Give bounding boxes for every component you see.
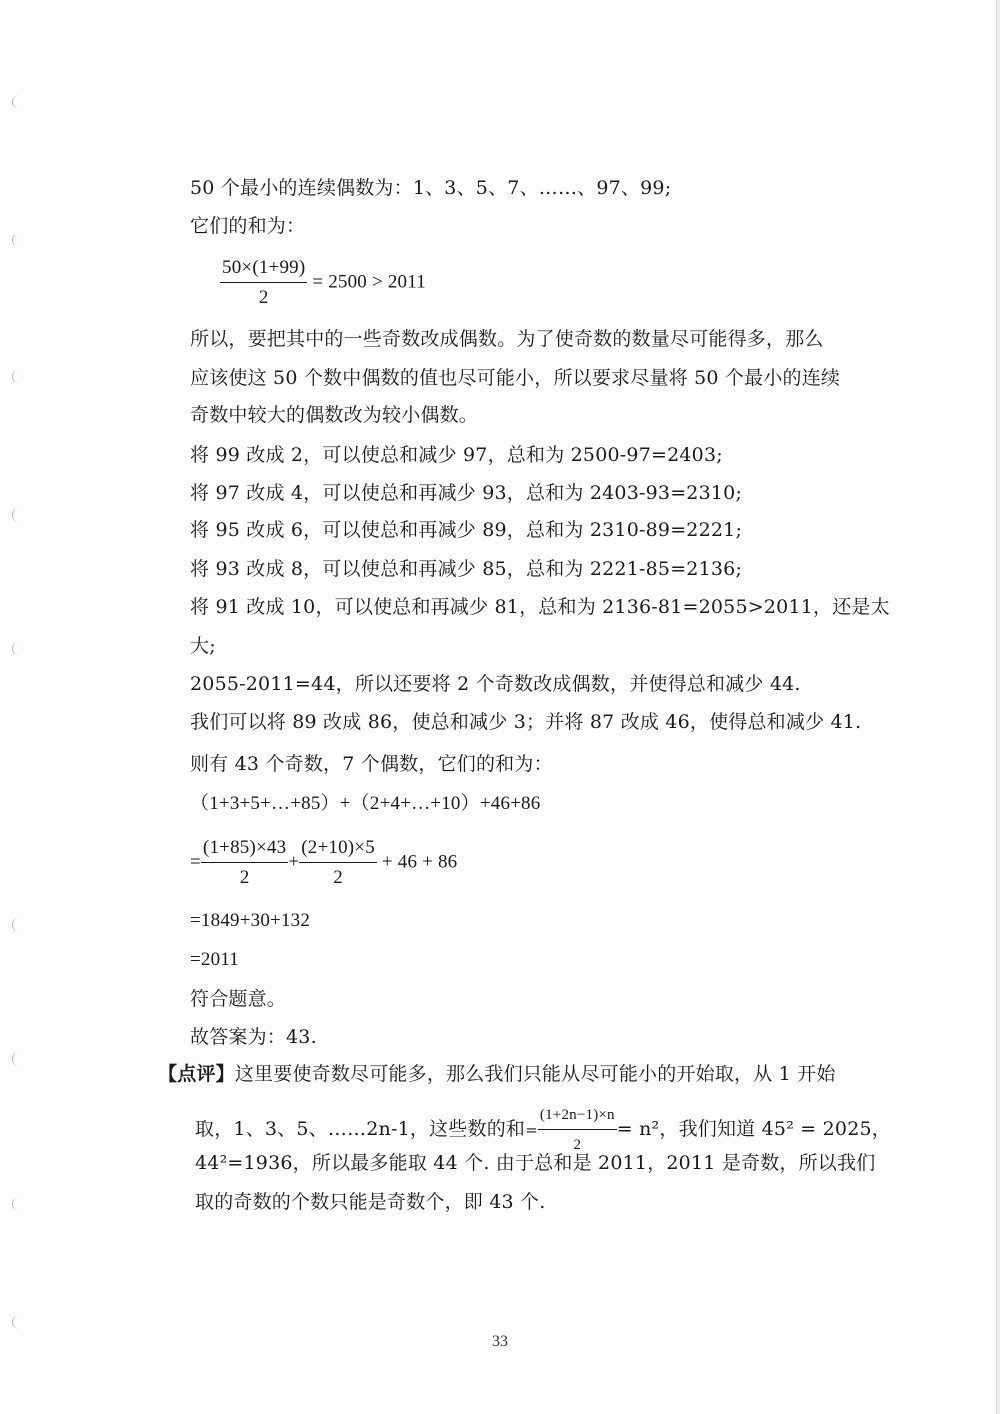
text-line: 奇数中较大的偶数改为较小偶数。 (190, 404, 479, 426)
text-line: 符合题意。 (190, 988, 287, 1010)
fraction-denominator: 2 (258, 287, 269, 308)
equals-sign: = (190, 851, 201, 873)
text-line: 故答案为：43. (190, 1026, 317, 1048)
binding-hole (12, 642, 20, 656)
text-line: =1849+30+132 (190, 910, 311, 931)
binding-holes (0, 0, 30, 1414)
text-line: =2011 (190, 949, 240, 970)
equals-sign: = (525, 1121, 538, 1139)
fraction-numerator: (2+10)×5 (299, 836, 377, 863)
text-line: 将 95 改成 6，可以使总和再减少 89，总和为 2310-89=2221; (190, 519, 743, 541)
fraction (201, 836, 288, 890)
fraction (299, 836, 377, 890)
comment-tag: 【点评】 (158, 1063, 235, 1085)
text-line: 应该使这 50 个数中偶数的值也尽可能小，所以要求尽量将 50 个最小的连续 (190, 367, 841, 389)
plus-sign: + (288, 851, 300, 873)
text-line: 它们的和为： (190, 215, 306, 237)
equation-sum (220, 256, 426, 310)
binding-hole (12, 1315, 20, 1329)
fraction-denominator: 2 (573, 1137, 582, 1153)
text-line: 将 91 改成 10，可以使总和再减少 81，总和为 2136-81=2055>2011，还是太 (190, 596, 890, 618)
text-line: 所以，要把其中的一些奇数改成偶数。为了使奇数的数量尽可能得多，那么 (190, 328, 824, 350)
binding-hole (12, 1052, 20, 1066)
comment-line: 44²=1936，所以最多能取 44 个. 由于总和是 2011，2011 是奇数，所以我们 (195, 1152, 876, 1174)
text-line: 将 97 改成 4，可以使总和再减少 93，总和为 2403-93=2310; (190, 482, 743, 504)
binding-hole (12, 233, 20, 247)
text-line: （1+3+5+…+85）+（2+4+…+10）+46+86 (190, 793, 541, 814)
binding-hole (12, 508, 20, 522)
comment-line (158, 1062, 836, 1086)
text-line: 将 93 改成 8，可以使总和再减少 85，总和为 2221-85=2136; (190, 558, 743, 580)
comment-text: = n²，我们知道 45² = 2025， (616, 1118, 891, 1140)
fraction-denominator: 2 (239, 867, 250, 888)
equation-tail: + 46 + 86 (381, 851, 458, 873)
fraction-denominator: 2 (333, 867, 343, 888)
binding-hole (12, 918, 20, 932)
comment-text: 取，1、3、5、……2n-1，这些数的和 (195, 1118, 526, 1140)
page-number: 33 (492, 1333, 508, 1350)
equation-expansion (190, 836, 457, 890)
comment-line: 取的奇数的个数只能是奇数个，即 43 个. (195, 1191, 546, 1213)
fraction (220, 256, 307, 310)
fraction-numerator: 50×(1+99) (220, 256, 307, 283)
text-line: 则有 43 个奇数，7 个偶数，它们的和为： (190, 753, 553, 775)
text-line: 50 个最小的连续偶数为：1、3、5、7、……、97、99; (190, 177, 672, 199)
binding-hole (12, 95, 20, 109)
comment-text: 这里要使奇数尽可能多，那么我们只能从尽可能小的开始取，从 1 开始 (234, 1063, 836, 1085)
fraction-numerator: (1+85)×43 (201, 836, 288, 863)
fraction-numerator: (1+2n−1)×n (538, 1103, 617, 1130)
binding-hole (12, 1197, 20, 1211)
text-line: 将 99 改成 2，可以使总和减少 97，总和为 2500-97=2403; (190, 444, 723, 466)
equation-result: = 2500 > 2011 (312, 271, 426, 293)
text-line: 我们可以将 89 改成 86，使总和减少 3；并将 87 改成 46，使得总和减少 41. (190, 711, 862, 733)
binding-hole (12, 370, 20, 384)
text-line: 大; (190, 635, 216, 657)
comment-line (195, 1103, 891, 1157)
fraction (538, 1103, 617, 1157)
text-line: 2055-2011=44，所以还要将 2 个奇数改成偶数，并使得总和减少 44. (190, 673, 801, 695)
